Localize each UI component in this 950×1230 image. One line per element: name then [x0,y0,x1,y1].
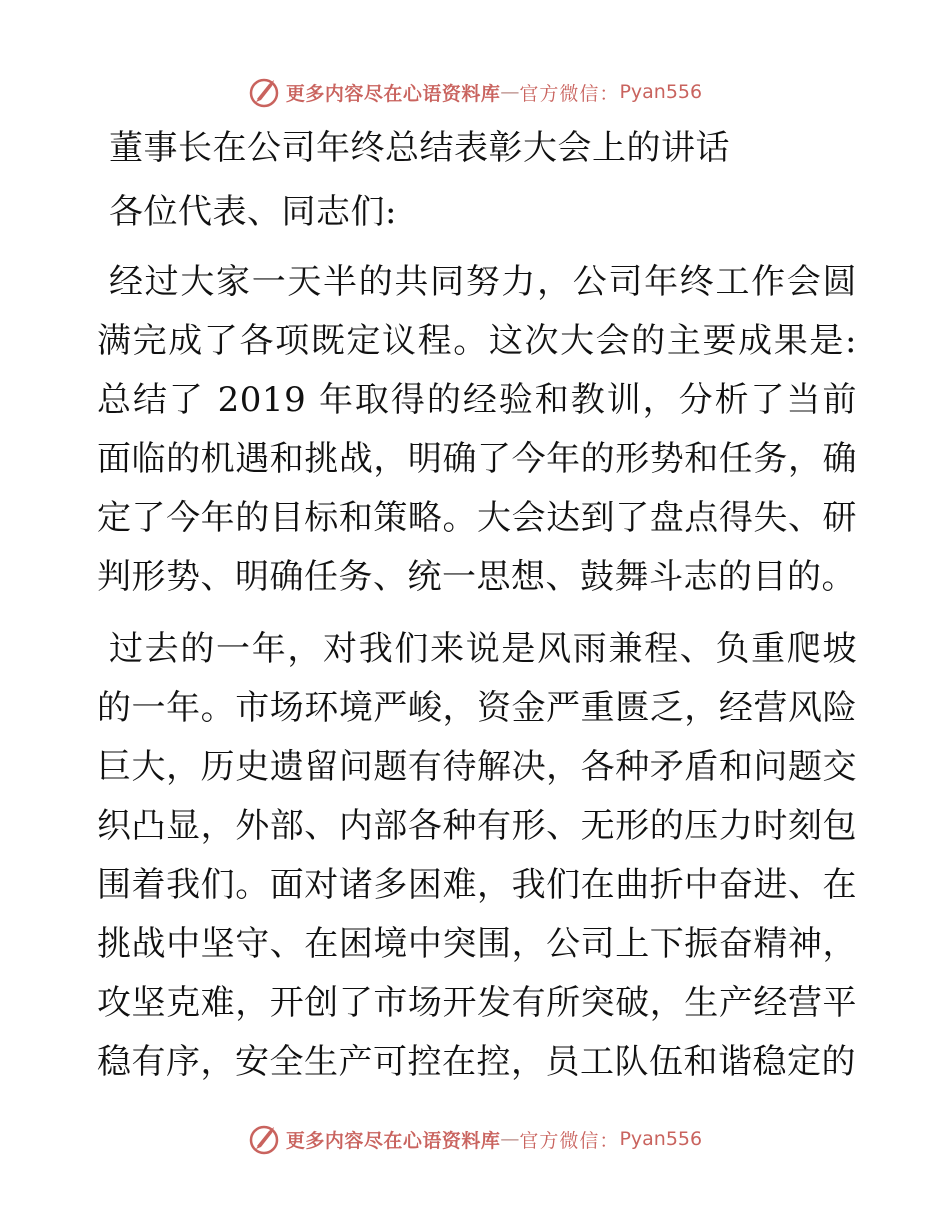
document-greeting: 各位代表、同志们: [109,192,397,232]
paragraph-2: 过去的一年，对我们来说是风雨兼程、负重爬坡的一年。市场环境严峻，资金严重匮乏，经营风险巨大，历史遗留问题有待解决，各种矛盾和问题交织凸显，外部、内部各种有形、无形的压力时刻包围着我们。面对诸多困难，我们在曲折中奋进、在挑战中坚守、在困境中突围，公司上下振奋精神，攻坚克难，开创了市场开发有所突破，生产经营平稳有序，安全生产可控在控，员工队伍和谐稳定的 [97,629,857,1082]
pen-nib-logo-icon [248,1122,282,1156]
header-watermark [0,74,950,110]
footer-watermark [0,1121,950,1157]
watermark-wechat-label: 官方微信： [519,82,620,105]
watermark-wechat-id: Pyan556 [619,81,703,103]
watermark-brand: 更多内容尽在心语资料库 [285,82,501,105]
paragraph-1: 经过大家一天半的共同努力，公司年终工作会圆满完成了各项既定议程。这次大会的主要成果是:总结了 2019 年取得的经验和教训，分析了当前面临的机遇和挑战，明确了今年的形势和任务，确定了今年的目标和策略。大会达到了盘点得失、研判形势、明确任务、统一思想、鼓舞斗志的目的。 [97,262,857,597]
document-title: 董事长在公司年终总结表彰大会上的讲话 [109,128,730,168]
watermark-wechat-label: 官方微信： [519,1129,620,1152]
watermark-dash: — [500,81,520,103]
document-body [97,116,857,1092]
watermark-dash: — [500,1128,520,1150]
watermark-wechat-id: Pyan556 [619,1128,703,1150]
watermark-brand: 更多内容尽在心语资料库 [285,1129,501,1152]
pen-nib-logo-icon [248,75,282,109]
